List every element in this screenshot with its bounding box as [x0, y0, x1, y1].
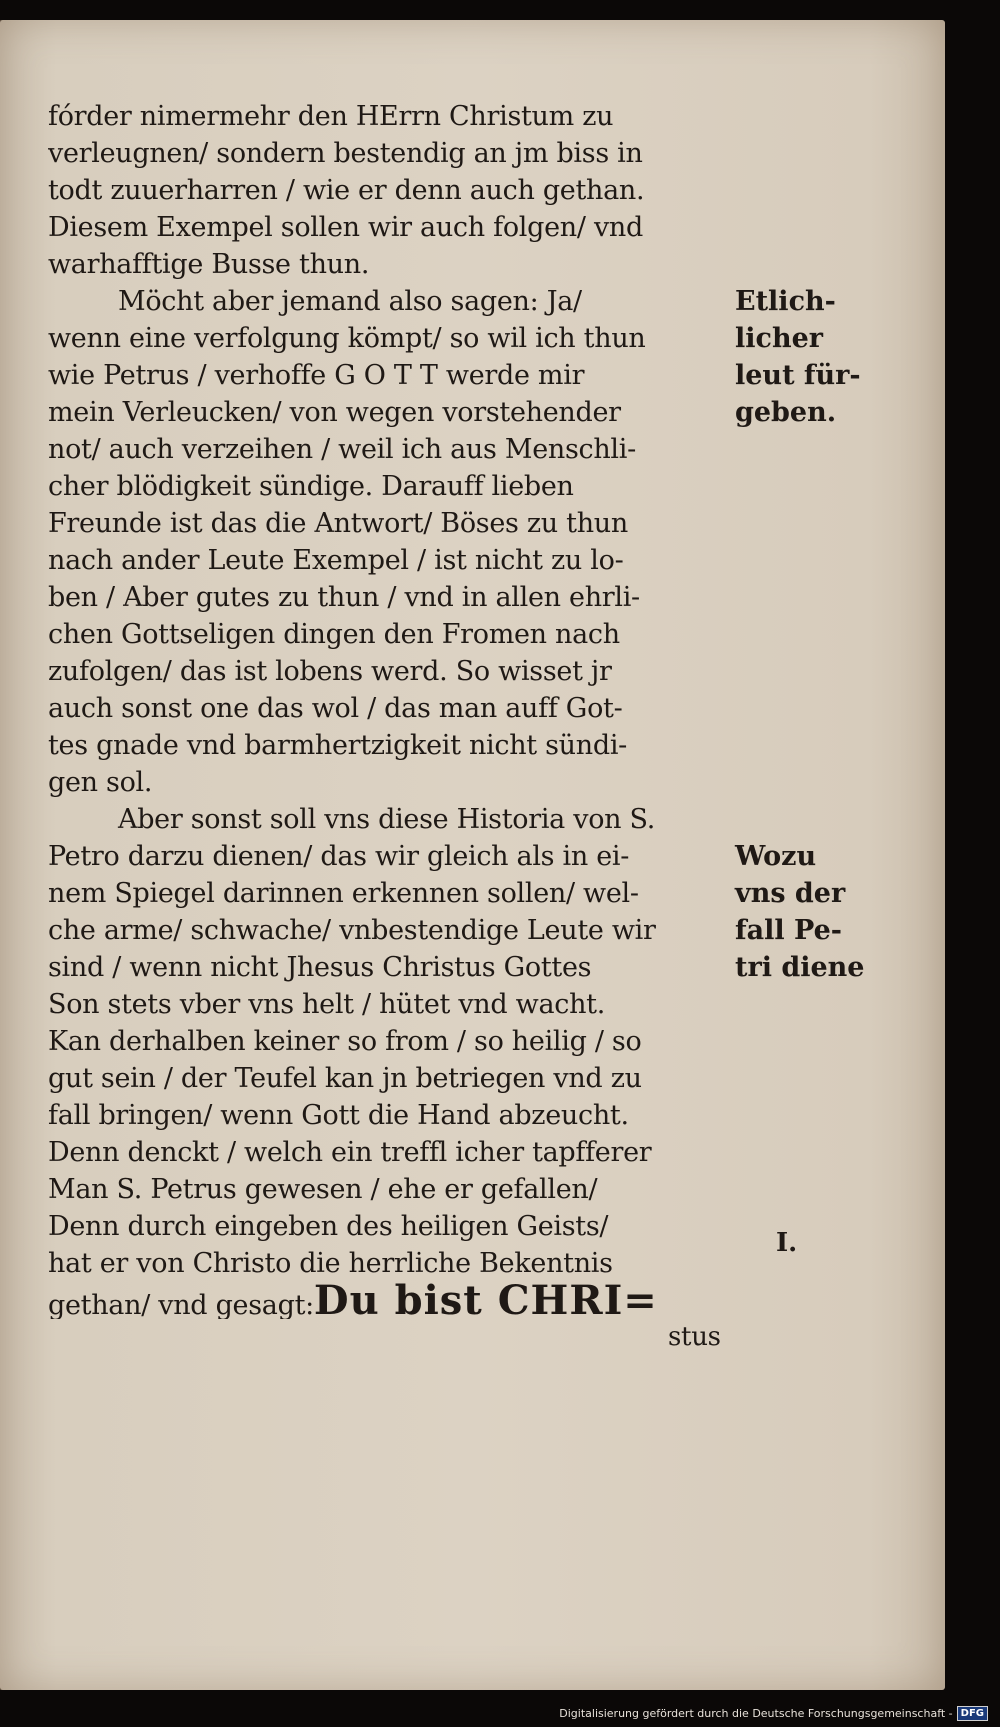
text-line: auch sonst one das wol / das man auff Got-: [48, 693, 623, 724]
display-type-phrase: Du bist CHRI=: [313, 1282, 658, 1319]
digitization-credit: [559, 1706, 988, 1721]
text-line: Son stets vber vns helt / hütet vnd wacht.: [48, 989, 605, 1020]
main-text-block: [48, 98, 728, 1356]
text-line: nach ander Leute Exempel / ist nicht zu lo-: [48, 545, 624, 576]
text-line: not/ auch verzeihen / weil ich aus Menschli-: [48, 434, 636, 465]
marginal-note-line: vns der: [735, 878, 846, 909]
text-line: Möcht aber jemand also sagen: Ja/: [118, 286, 582, 317]
text-line: verleugnen/ sondern bestendig an jm biss in: [48, 138, 643, 169]
catchword: stus: [668, 1322, 721, 1352]
marginal-note-line: Wozu: [735, 841, 817, 872]
text-line: Freunde ist das die Antwort/ Böses zu thun: [48, 508, 628, 539]
text-line: warhafftige Busse thun.: [48, 249, 370, 280]
text-line-final: [48, 1282, 728, 1319]
text-line: Aber sonst soll vns diese Historia von S.: [118, 804, 656, 835]
text-line: nem Spiegel darinnen erkennen sollen/ wel-: [48, 878, 639, 909]
text-line: gen sol.: [48, 767, 153, 798]
text-line: zufolgen/ das ist lobens werd. So wisset jr: [48, 656, 612, 687]
text-line: hat er von Christo die herrliche Bekentnis: [48, 1248, 613, 1279]
signature-mark: I.: [776, 1228, 798, 1258]
marginal-note-etlicher: [735, 283, 875, 431]
marginal-note-line: leut für-: [735, 360, 861, 391]
text-line: Man S. Petrus gewesen / ehe er gefallen/: [48, 1174, 598, 1205]
marginal-note-line: tri diene: [735, 952, 865, 983]
text-line: wenn eine verfolgung kömpt/ so wil ich thun: [48, 323, 646, 354]
text-line: cher blödigkeit sündige. Darauff lieben: [48, 471, 574, 502]
text-line: fórder nimermehr den HErrn Christum zu: [48, 101, 614, 132]
text-line: wie Petrus / verhoffe G O T T werde mir: [48, 360, 585, 391]
marginal-note-line: fall Pe-: [735, 915, 842, 946]
text-line: Diesem Exempel sollen wir auch folgen/ vnd: [48, 212, 643, 243]
dfg-logo: DFG: [957, 1706, 988, 1721]
text-line: gut sein / der Teufel kan jn betriegen vnd zu: [48, 1063, 642, 1094]
text-line: tes gnade vnd barmhertzigkeit nicht sündi-: [48, 730, 628, 761]
marginal-note-wozu: [735, 838, 875, 986]
marginal-note-line: Etlich-: [735, 286, 836, 317]
text-line: fall bringen/ wenn Gott die Hand abzeucht.: [48, 1100, 629, 1131]
credit-text: Digitalisierung gefördert durch die Deutsche Forschungsgemeinschaft -: [559, 1707, 953, 1720]
final-line-text: gethan/ vnd gesagt:: [48, 1290, 314, 1319]
text-line: Denn denckt / welch ein treffl icher tapfferer: [48, 1137, 652, 1168]
text-line: Denn durch eingeben des heiligen Geists/: [48, 1211, 609, 1242]
text-line: Petro darzu dienen/ das wir gleich als in ei-: [48, 841, 630, 872]
text-line: todt zuuerharren / wie er denn auch gethan.: [48, 175, 645, 206]
text-line: ben / Aber gutes zu thun / vnd in allen ehrli-: [48, 582, 640, 613]
text-line: mein Verleucken/ von wegen vorstehender: [48, 397, 621, 428]
marginal-note-line: licher: [735, 323, 823, 354]
text-line: che arme/ schwache/ vnbestendige Leute wir: [48, 915, 656, 946]
marginal-note-line: geben.: [735, 397, 837, 428]
text-line: Kan derhalben keiner so from / so heilig / so: [48, 1026, 642, 1057]
text-line: sind / wenn nicht Jhesus Christus Gottes: [48, 952, 592, 983]
text-line: chen Gottseligen dingen den Fromen nach: [48, 619, 620, 650]
